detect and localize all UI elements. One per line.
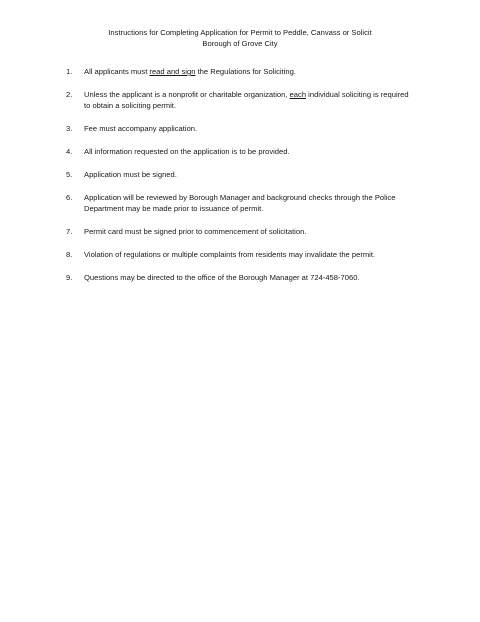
instruction-item-5 bbox=[66, 169, 416, 180]
item-text-underlined: read and sign bbox=[149, 67, 196, 76]
item-text-after: the Regulations for Soliciting. bbox=[195, 67, 296, 76]
item-text-underlined: each bbox=[289, 90, 307, 99]
item-number: 8. bbox=[66, 250, 73, 259]
instruction-item-1 bbox=[66, 66, 416, 77]
item-number: 6. bbox=[66, 193, 73, 202]
item-text-before: Unless the applicant is a nonprofit or charitable organization, bbox=[84, 90, 290, 99]
item-number: 3. bbox=[66, 124, 73, 133]
instruction-item-9 bbox=[66, 272, 416, 283]
instruction-item-8 bbox=[66, 249, 416, 260]
instructions-list bbox=[66, 66, 416, 295]
instruction-item-7 bbox=[66, 226, 416, 237]
instruction-item-4 bbox=[66, 146, 416, 157]
item-text bbox=[84, 66, 416, 77]
item-text: Application will be reviewed by Borough Manager and background checks through the Police Department may be made prior to issuance of permit. bbox=[84, 193, 396, 213]
instruction-item-2 bbox=[66, 89, 416, 111]
item-number: 9. bbox=[66, 273, 73, 282]
item-number: 2. bbox=[66, 90, 73, 99]
title-line-2: Borough of Grove City bbox=[202, 39, 278, 48]
item-text: Questions may be directed to the office of the Borough Manager at 724-458-7060. bbox=[84, 273, 360, 282]
item-number: 5. bbox=[66, 170, 73, 179]
item-text: All information requested on the application is to be provided. bbox=[84, 147, 290, 156]
title-line-1: Instructions for Completing Application for Permit to Peddle, Canvass or Solicit bbox=[108, 28, 372, 37]
document-title bbox=[0, 27, 480, 49]
item-text: Permit card must be signed prior to commencement of solicitation. bbox=[84, 227, 307, 236]
instruction-item-6 bbox=[66, 192, 416, 214]
item-text bbox=[84, 89, 416, 111]
item-number: 4. bbox=[66, 147, 73, 156]
item-text: Violation of regulations or multiple complaints from residents may invalidate the permit. bbox=[84, 250, 376, 259]
item-text: Application must be signed. bbox=[84, 170, 177, 179]
item-text-after: individual soliciting is required to obtain a soliciting permit. bbox=[84, 90, 409, 110]
item-text-before: All applicants must bbox=[84, 67, 150, 76]
item-number: 7. bbox=[66, 227, 73, 236]
instruction-item-3 bbox=[66, 123, 416, 134]
item-text: Fee must accompany application. bbox=[84, 124, 198, 133]
item-number: 1. bbox=[66, 67, 73, 76]
